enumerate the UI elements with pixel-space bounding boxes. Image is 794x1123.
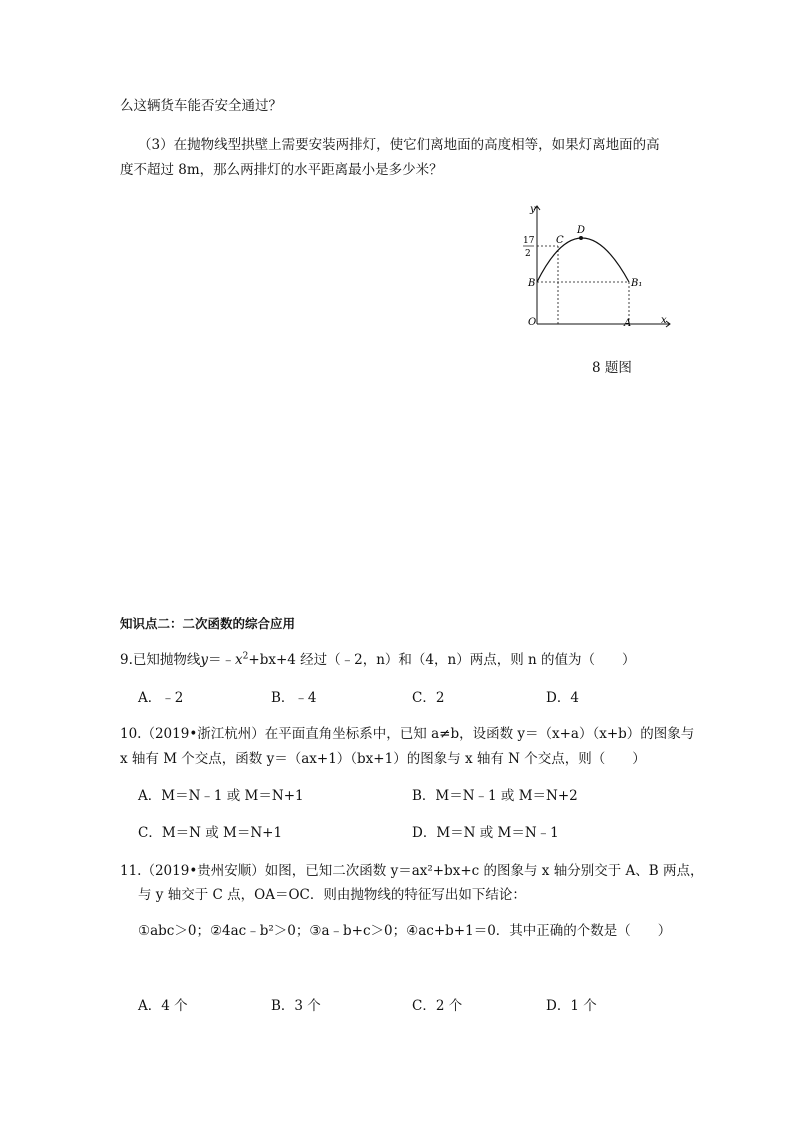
q9-option-c: C．2 [412,690,445,706]
q10-option-a: A．M＝N﹣1 或 M＝N+1 [138,788,304,804]
question-9 [120,650,636,670]
parabola-curve [537,238,629,282]
label-b1: B₁ [631,278,643,289]
vertex-point [579,236,583,240]
question-10-line2: x 轴有 M 个交点，函数 y＝（ax+1）（bx+1）的图象与 x 轴有 N 个交点，则（ ） [120,751,646,767]
q10-option-b: B．M＝N﹣1 或 M＝N+2 [412,788,578,804]
label-c: C [556,235,564,246]
q9-exponent: 2 [242,651,249,662]
q9-option-d: D．4 [546,690,579,706]
label-fraction-den: 2 [525,249,531,259]
q9-fn-x: x [235,652,243,668]
section-heading: 知识点二：二次函数的综合应用 [120,616,296,631]
parabola-figure [520,198,680,338]
q10-option-c: C．M＝N 或 M＝N+1 [138,825,283,841]
q9-option-b: B．﹣4 [271,690,317,706]
text-line: 度不超过 8m，那么两排灯的水平距离最小是多少米？ [120,162,443,178]
q11-option-c: C．2 个 [412,998,463,1014]
label-o: O [528,317,537,328]
label-y: y [530,204,536,215]
q11-option-a: A．4 个 [138,998,188,1014]
text-line: （3）在抛物线型拱壁上需要安装两排灯，使它们离地面的高度相等，如果灯离地面的高 [138,137,660,153]
label-fraction-num: 17 [523,236,535,246]
q10-option-d: D．M＝N 或 M＝N﹣1 [412,825,559,841]
q9-option-a: A．﹣2 [138,690,184,706]
label-x: x [661,315,667,326]
question-10-line1: 10.（2019•浙江杭州）在平面直角坐标系中，已知 a≠b，设函数 y＝（x+a）（x+b）的图象与 [120,726,695,742]
q9-prefix: 9.已知抛物线 [120,652,201,668]
q11-option-d: D．1 个 [546,998,597,1014]
q9-fn-eq: ＝﹣ [208,652,236,668]
figure-caption: 8 题图 [592,360,632,376]
question-11-line3: ①abc＞0；②4ac﹣b²＞0；③a﹣b+c＞0；④ac+b+1＝0．其中正确的个数是（ ） [138,923,672,939]
q11-option-b: B．3 个 [271,998,321,1014]
label-b: B [528,278,536,289]
question-11-line1: 11.（2019•贵州安顺）如图，已知二次函数 y＝ax²+bx+c 的图象与 x 轴分别交于 A、B 两点， [120,863,704,879]
q9-fn-rest: +bx+4 经过（﹣2，n）和（4，n）两点，则 n 的值为（ ） [248,652,636,668]
text-line: 么这辆货车能否安全通过？ [120,98,282,114]
question-11-line2: 与 y 轴交于 C 点，OA＝OC．则由抛物线的特征写出如下结论： [138,887,526,903]
q9-fn-y: y [200,652,209,668]
label-a: A [624,318,632,329]
label-d: D [577,225,586,236]
